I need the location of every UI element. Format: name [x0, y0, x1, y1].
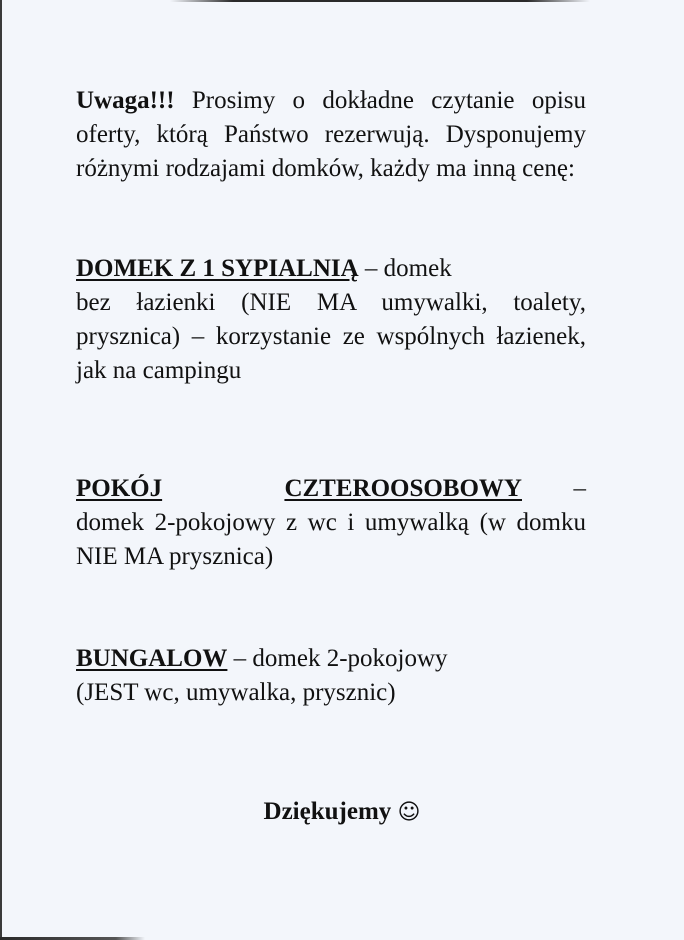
scan-edge-top	[170, 0, 590, 2]
section-description: domek 2-pokojowy z wc i umywalką (w domku NIE MA prysznica)	[76, 509, 586, 570]
closing-thanks	[0, 798, 684, 826]
section-pokoj-czteroosobowy	[76, 472, 586, 574]
section-description: (JEST wc, umywalka, prysznic)	[76, 679, 396, 706]
separator-dash: –	[573, 475, 586, 502]
separator-dash: –	[233, 645, 247, 672]
smiley-icon: ☺	[397, 800, 421, 825]
heading-line-rest: domek 2-pokojowy	[252, 645, 448, 672]
intro-paragraph	[76, 84, 586, 186]
separator-dash: –	[364, 255, 378, 282]
section-bungalow	[76, 642, 586, 710]
section-heading-part1: POKÓJ	[76, 475, 163, 502]
intro-text: Prosimy o dokładne czytanie opisu oferty, którą Państwo rezerwują. Dysponujemy różnymi rodzajami domków, każdy ma inną cenę:	[76, 87, 586, 182]
section-heading: BUNGALOW	[76, 645, 228, 672]
section-heading-line	[76, 472, 586, 506]
section-description: bez łazienki (NIE MA umywalki, toalety, prysznica) – korzystanie ze wspólnych łazienek, jak na campingu	[76, 289, 586, 384]
section-heading	[76, 472, 522, 506]
section-heading-line	[76, 642, 586, 676]
thanks-text: Dziękujemy	[263, 798, 392, 825]
document-page	[76, 84, 586, 710]
heading-line-rest: domek	[383, 255, 452, 282]
section-heading-part2: CZTEROOSOBOWY	[284, 475, 522, 502]
section-domek-z-1-sypialnia	[76, 252, 586, 388]
section-heading-line	[76, 252, 586, 286]
warning-label: Uwaga!!!	[76, 87, 175, 114]
section-heading: DOMEK Z 1 SYPIALNIĄ	[76, 255, 359, 282]
